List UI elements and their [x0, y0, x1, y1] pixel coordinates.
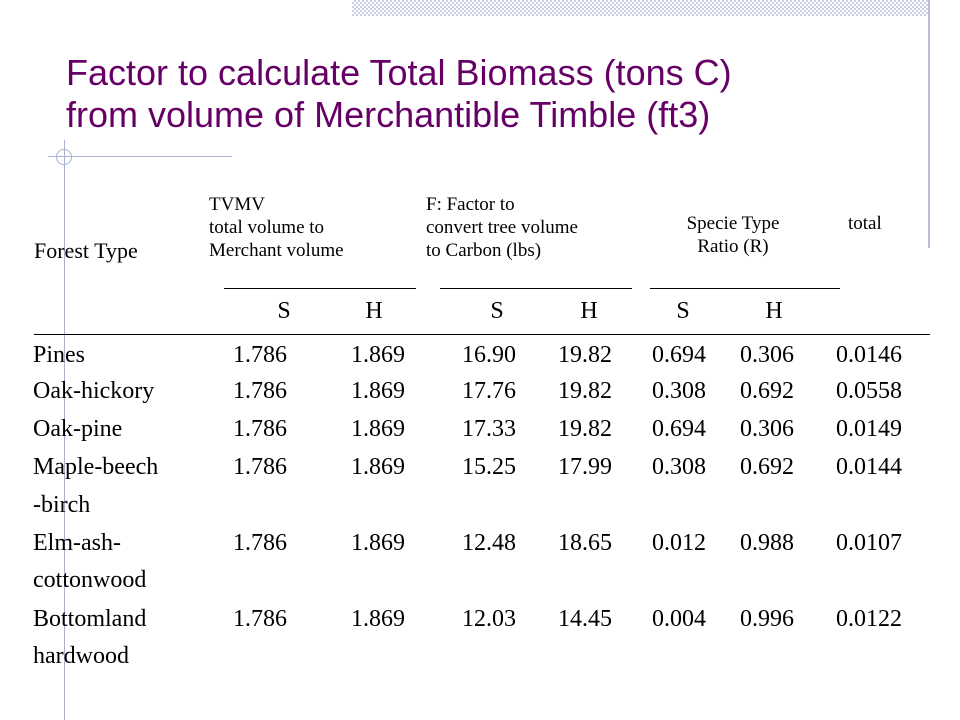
row-maple-beech-f-s: 15.25 — [462, 454, 516, 480]
header-tvmv-line-3: Merchant volume — [209, 240, 344, 261]
row-oak-hickory-tvmv-h: 1.869 — [351, 378, 405, 404]
row-pines-f-h: 19.82 — [558, 342, 612, 368]
row-maple-beech-f-h: 17.99 — [558, 454, 612, 480]
row-bottomland-tvmv-s: 1.786 — [233, 606, 287, 632]
row-oak-pine-tvmv-h: 1.869 — [351, 416, 405, 442]
row-maple-beech-type-line-1: Maple-beech — [33, 454, 159, 480]
header-tvmv — [209, 193, 344, 262]
title-line-1: Factor to calculate Total Biomass (tons C) — [66, 52, 732, 93]
row-maple-beech-type-line-2: -birch — [33, 492, 91, 518]
row-pines-f-s: 16.90 — [462, 342, 516, 368]
row-oak-pine-r-s: 0.694 — [652, 416, 706, 442]
header-tvmv-line-2: total volume to — [209, 217, 325, 238]
subheader-tvmv-s: S — [277, 298, 291, 324]
header-tvmv-line-1: TVMV — [209, 194, 265, 215]
top-decoration-band — [352, 0, 928, 16]
row-bottomland-type-line-2: hardwood — [33, 643, 129, 669]
row-bottomland-type-line-1: Bottomland — [33, 606, 147, 632]
row-oak-pine-f-s: 17.33 — [462, 416, 516, 442]
header-total: total — [848, 213, 882, 234]
row-pines-total: 0.0146 — [836, 342, 902, 368]
row-pines-type: Pines — [33, 342, 86, 368]
row-maple-beech-total: 0.0144 — [836, 454, 902, 480]
row-oak-pine-total: 0.0149 — [836, 416, 902, 442]
row-oak-hickory-total: 0.0558 — [836, 378, 902, 404]
right-decoration-line — [928, 0, 930, 248]
row-elm-ash-r-h: 0.988 — [740, 530, 794, 556]
header-factor-line-3: to Carbon (lbs) — [426, 240, 542, 261]
row-elm-ash-r-s: 0.012 — [652, 530, 706, 556]
row-elm-ash-tvmv-h: 1.869 — [351, 530, 405, 556]
row-maple-beech-r-h: 0.692 — [740, 454, 794, 480]
decoration-circle — [56, 149, 72, 165]
row-oak-hickory-r-h: 0.692 — [740, 378, 794, 404]
row-maple-beech-tvmv-h: 1.869 — [351, 454, 405, 480]
subheader-factor-s: S — [490, 298, 504, 324]
subheader-ratio-h: H — [765, 298, 783, 324]
row-pines-r-s: 0.694 — [652, 342, 706, 368]
header-ratio-line-1: Specie Type — [686, 213, 780, 234]
subheader-ratio-s: S — [676, 298, 690, 324]
row-oak-pine-r-h: 0.306 — [740, 416, 794, 442]
subheader-tvmv-h: H — [365, 298, 383, 324]
header-ratio-line-2: Ratio (R) — [697, 236, 769, 257]
decoration-horizontal-line — [48, 156, 232, 157]
row-elm-ash-tvmv-s: 1.786 — [233, 530, 287, 556]
row-pines-tvmv-h: 1.869 — [351, 342, 405, 368]
table-header-rule — [34, 334, 930, 335]
row-bottomland-r-s: 0.004 — [652, 606, 706, 632]
row-oak-hickory-f-h: 19.82 — [558, 378, 612, 404]
row-elm-ash-f-s: 12.48 — [462, 530, 516, 556]
header-underline-ratio — [650, 288, 840, 289]
row-oak-hickory-type: Oak-hickory — [33, 378, 155, 404]
header-factor-line-1: F: Factor to — [426, 194, 515, 215]
row-oak-hickory-r-s: 0.308 — [652, 378, 706, 404]
header-factor — [426, 193, 578, 262]
row-bottomland-f-s: 12.03 — [462, 606, 516, 632]
header-forest-type: Forest Type — [34, 238, 138, 263]
header-ratio — [663, 212, 803, 258]
header-factor-line-2: convert tree volume — [426, 217, 578, 238]
row-bottomland-f-h: 14.45 — [558, 606, 612, 632]
row-elm-ash-type-line-1: Elm-ash- — [33, 530, 121, 556]
row-oak-pine-tvmv-s: 1.786 — [233, 416, 287, 442]
row-oak-pine-type: Oak-pine — [33, 416, 123, 442]
row-bottomland-total: 0.0122 — [836, 606, 902, 632]
row-pines-r-h: 0.306 — [740, 342, 794, 368]
title-line-2: from volume of Merchantible Timble (ft3) — [66, 94, 711, 135]
header-underline-tvmv — [224, 288, 416, 289]
row-maple-beech-tvmv-s: 1.786 — [233, 454, 287, 480]
row-oak-hickory-tvmv-s: 1.786 — [233, 378, 287, 404]
row-elm-ash-f-h: 18.65 — [558, 530, 612, 556]
header-underline-factor — [440, 288, 632, 289]
row-oak-pine-f-h: 19.82 — [558, 416, 612, 442]
subheader-factor-h: H — [580, 298, 598, 324]
row-elm-ash-type-line-2: cottonwood — [33, 567, 147, 593]
row-maple-beech-r-s: 0.308 — [652, 454, 706, 480]
row-pines-tvmv-s: 1.786 — [233, 342, 287, 368]
slide-title — [66, 52, 926, 136]
row-elm-ash-total: 0.0107 — [836, 530, 902, 556]
row-bottomland-r-h: 0.996 — [740, 606, 794, 632]
row-oak-hickory-f-s: 17.76 — [462, 378, 516, 404]
row-bottomland-tvmv-h: 1.869 — [351, 606, 405, 632]
